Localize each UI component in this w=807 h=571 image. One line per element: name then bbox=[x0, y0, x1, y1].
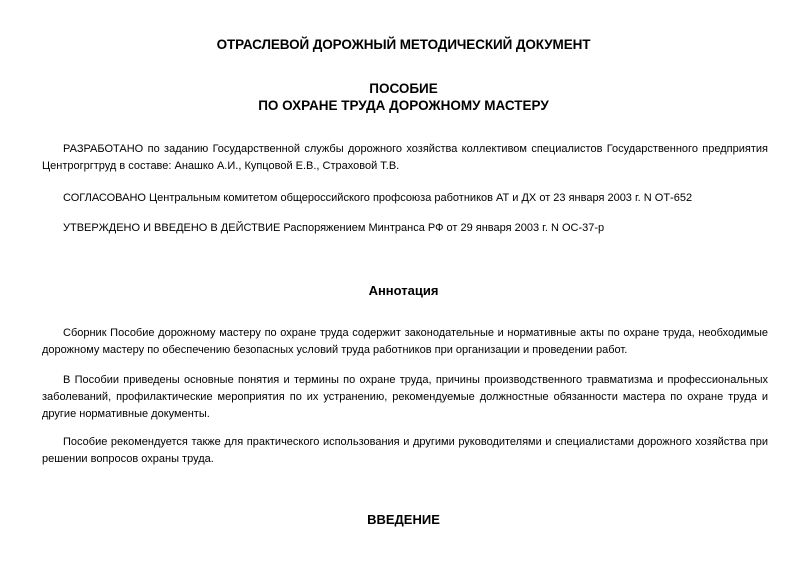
annotation-paragraph-3: Пособие рекомендуется также для практического использования и другими руководителями и специалистами дорожного хозяйства при решении вопросов охраны труда. bbox=[42, 436, 768, 465]
annotation-paragraph-2: В Пособии приведены основные понятия и термины по охране труда, причины производственного травматизма и профессиональных заболеваний, профилактические мероприятия по их устранению, рекомендуемые должностные обязанности мастера по охране труда и другие нормативные документы. bbox=[42, 374, 768, 420]
document-title-line-1: ПОСОБИЕ bbox=[369, 81, 438, 96]
document-title-line-2: ПО ОХРАНЕ ТРУДА ДОРОЖНОМУ МАСТЕРУ bbox=[258, 98, 549, 113]
introduction-heading: ВВЕДЕНИЕ bbox=[367, 512, 440, 527]
agreed-paragraph: СОГЛАСОВАНО Центральным комитетом общероссийского профсоюза работников АТ и ДХ от 23 января 2003 г. N ОТ-652 bbox=[63, 192, 693, 204]
annotation-paragraph-1: Сборник Пособие дорожному мастеру по охране труда содержит законодательные и нормативные акты по охране труда, необходимые дорожному мастеру по обеспечению безопасных условий труда работников при организации и проведении работ. bbox=[42, 327, 768, 356]
annotation-heading: Аннотация bbox=[368, 283, 439, 298]
developed-by-paragraph: РАЗРАБОТАНО по заданию Государственной службы дорожного хозяйства коллективом специалистов Государственного предприятия Центрогргтруд в составе: Анашко А.И., Купцовой Е.В., Страховой Т.В. bbox=[42, 143, 768, 172]
document-type-heading: ОТРАСЛЕВОЙ ДОРОЖНЫЙ МЕТОДИЧЕСКИЙ ДОКУМЕНТ bbox=[216, 37, 591, 52]
approved-paragraph: УТВЕРЖДЕНО И ВВЕДЕНО В ДЕЙСТВИЕ Распоряжением Минтранса РФ от 29 января 2003 г. N ОС-37-р bbox=[63, 222, 605, 234]
document-title bbox=[0, 80, 807, 114]
